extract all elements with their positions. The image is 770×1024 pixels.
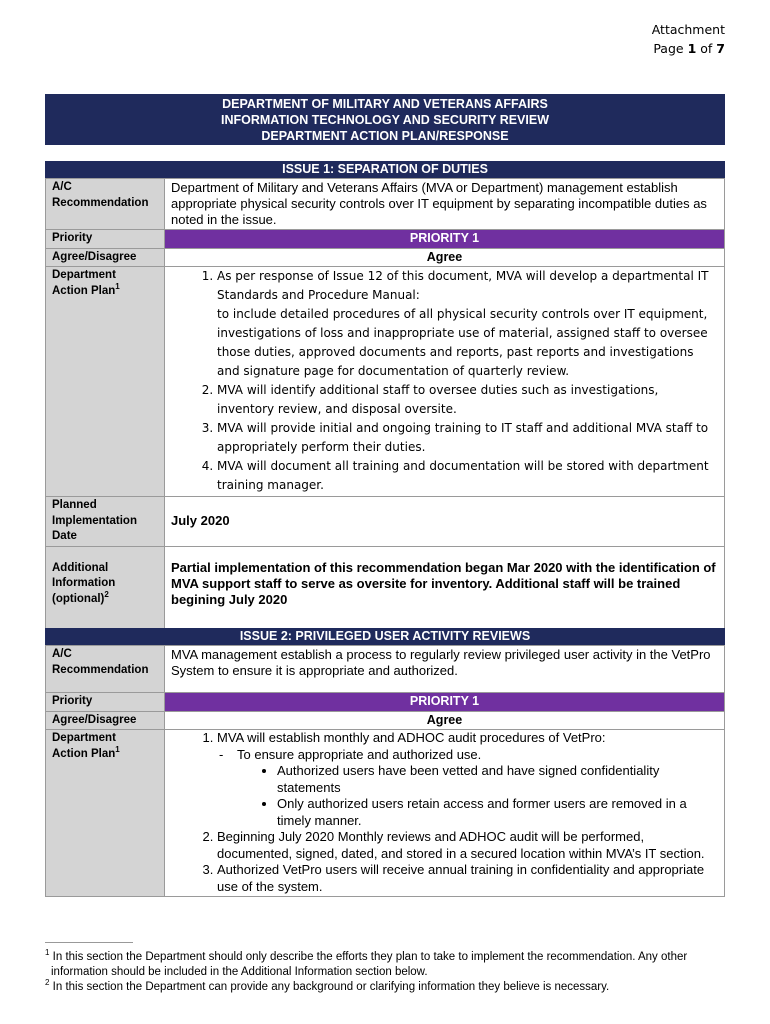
issue2-priority-label: Priority: [46, 693, 165, 712]
list-item: [237, 747, 718, 830]
list-item: [217, 730, 718, 829]
issue2-plan-list: [171, 730, 718, 895]
issue2-priority-row: [46, 693, 725, 712]
footnote-1-text: In this section the Department should only describe the efforts they plan to take to implement the recommendation. Any other information should be included in the Additional Information section below.: [51, 951, 688, 978]
list-item: [217, 419, 718, 457]
page-number: [652, 39, 725, 58]
issue2-plan-dash-item: To ensure appropriate and authorized use.: [237, 746, 482, 762]
dap-label-line1: Department: [52, 269, 116, 281]
issue1-plan-list: [171, 267, 718, 495]
issue1-action-plan-label: [46, 267, 165, 497]
issue1-additional-label: [46, 546, 165, 632]
issue2-plan-item-3: Authorized VetPro users will receive annual training in confidentiality and appropriate use of the system.: [217, 862, 705, 894]
footnote-separator: [45, 942, 133, 943]
issue1-plan-item-1: As per response of Issue 12 of this document, MVA will develop a departmental IT Standards and Procedure Manual:: [217, 269, 709, 302]
issue1-action-plan-row: [46, 267, 725, 497]
issue2-priority-value: PRIORITY 1: [165, 693, 725, 712]
page-total: 7: [716, 41, 725, 56]
dap-label-line1: Department: [52, 732, 116, 744]
list-item: [217, 267, 718, 381]
issue1-agree-row: [46, 248, 725, 267]
issue2-plan-bullets: [237, 763, 718, 829]
planned-label-line2: Implementation: [52, 514, 137, 527]
footnote-ref-1: 1: [115, 281, 120, 291]
issue2-agree-value: Agree: [165, 711, 725, 730]
dap-label-line2: Action Plan: [52, 747, 116, 760]
list-item: [217, 381, 718, 419]
addl-label-line2: Information: [52, 577, 116, 589]
title-line-1: DEPARTMENT OF MILITARY AND VETERANS AFFAIRS: [222, 97, 548, 111]
issue1-priority-value: PRIORITY 1: [165, 230, 725, 249]
issue1-ac-label: [46, 179, 165, 230]
ac-label-line1: A/C: [52, 648, 72, 660]
page-prefix: Page: [653, 41, 684, 56]
issue2-recommendation-row: [46, 646, 725, 693]
issue1-priority-label: Priority: [46, 230, 165, 249]
footnote-ref-2: 2: [104, 589, 109, 599]
dap-label-line2: Action Plan: [52, 284, 116, 297]
issue1-agree-value: Agree: [165, 248, 725, 267]
issue1-planned-date-label: [46, 497, 165, 547]
issue1-agree-label: Agree/Disagree: [46, 248, 165, 267]
footnote-1-mark: 1: [45, 948, 50, 958]
planned-label-line3: Date: [52, 530, 77, 542]
planned-label-line1: Planned: [52, 499, 97, 511]
issue2-agree-row: [46, 711, 725, 730]
issue2-action-plan-row: [46, 730, 725, 897]
issue1-recommendation: Department of Military and Veterans Affairs (MVA or Department) management establish appropriate physical security controls over IT equipment by separating incompatible duties as noted in the issue.: [165, 179, 725, 230]
footnote-2-text: In this section the Department can provide any background or clarifying information they believe is necessary.: [52, 981, 610, 993]
attachment-label: Attachment: [651, 22, 725, 37]
ac-label-line2: Recommendation: [52, 663, 149, 676]
issue1-plan-item-1-detail: to include detailed procedures of all physical security controls over IT equipment, investigations of loss and inappropriate use of material, assigned staff to oversee those duties, approved documents and reports, past reports and investigations and signature page for documentation of quarterly review.: [217, 307, 708, 378]
issue1-additional-row: [46, 546, 725, 632]
title-line-2: INFORMATION TECHNOLOGY AND SECURITY REVIEW: [220, 113, 550, 127]
issue1-title: ISSUE 1: SEPARATION OF DUTIES: [45, 161, 725, 178]
issue2-table: [45, 645, 725, 897]
issue1-plan-item-4: MVA will document all training and documentation will be stored with department training manager.: [217, 459, 709, 492]
issue1-priority-row: [46, 230, 725, 249]
issue1-table: [45, 178, 725, 633]
issue1-plan-item-3: MVA will provide initial and ongoing training to IT staff and additional MVA staff to appropriately perform their duties.: [217, 421, 709, 454]
issue2-title: ISSUE 2: PRIVILEGED USER ACTIVITY REVIEWS: [45, 628, 725, 645]
ac-label-line1: A/C: [52, 181, 72, 193]
issue2-recommendation: MVA management establish a process to regularly review privileged user activity in the VetPro System to ensure it is appropriate and authorized.: [165, 646, 725, 693]
document-title-banner: [45, 94, 725, 145]
page-current: 1: [687, 41, 697, 56]
footnotes: [45, 950, 725, 995]
footnote-2-mark: 2: [45, 978, 50, 988]
issue2-ac-label: [46, 646, 165, 693]
list-item: [217, 457, 718, 495]
ac-label-line2: Recommendation: [52, 196, 149, 209]
issue1-recommendation-row: [46, 179, 725, 230]
issue2-plan-dash-list: [217, 747, 718, 830]
issue2-plan-item-1: MVA will establish monthly and ADHOC audit procedures of VetPro:: [217, 730, 606, 745]
issue2-action-plan: [165, 730, 725, 897]
issue1-planned-date-row: [46, 497, 725, 547]
attachment-header: [652, 20, 725, 58]
addl-label-line3: (optional): [52, 592, 105, 605]
issue2-agree-label: Agree/Disagree: [46, 711, 165, 730]
list-item: • Authorized users have been vetted and have signed confidentiality statements: [277, 763, 718, 796]
addl-label-line1: Additional: [52, 561, 109, 574]
issue1-action-plan: [165, 267, 725, 497]
issue2-plan-item-2: Beginning July 2020 Monthly reviews and ADHOC audit will be performed, documented, signed, dated, and stored in a secured location within MVA’s IT section.: [217, 829, 705, 861]
title-line-3: DEPARTMENT ACTION PLAN/RESPONSE: [261, 129, 509, 143]
list-item: [217, 829, 718, 862]
issue1-plan-item-2: MVA will identify additional staff to oversee duties such as investigations, inventory review, and disposal oversite.: [217, 383, 659, 416]
list-item: [217, 862, 718, 895]
issue1-planned-date: July 2020: [165, 497, 725, 547]
footnote-ref-1: 1: [115, 744, 120, 754]
footnote-1: [45, 950, 725, 980]
footnote-2: [45, 980, 725, 995]
issue2-action-plan-label: [46, 730, 165, 897]
issue1-additional-info: Partial implementation of this recommendation began Mar 2020 with the identification of MVA support staff to serve as oversite for inventory. Additional staff will be trained begining July 2020: [165, 546, 725, 632]
list-item: • Only authorized users retain access and former users are removed in a timely manner.: [277, 796, 718, 829]
page-of: of: [700, 41, 713, 56]
